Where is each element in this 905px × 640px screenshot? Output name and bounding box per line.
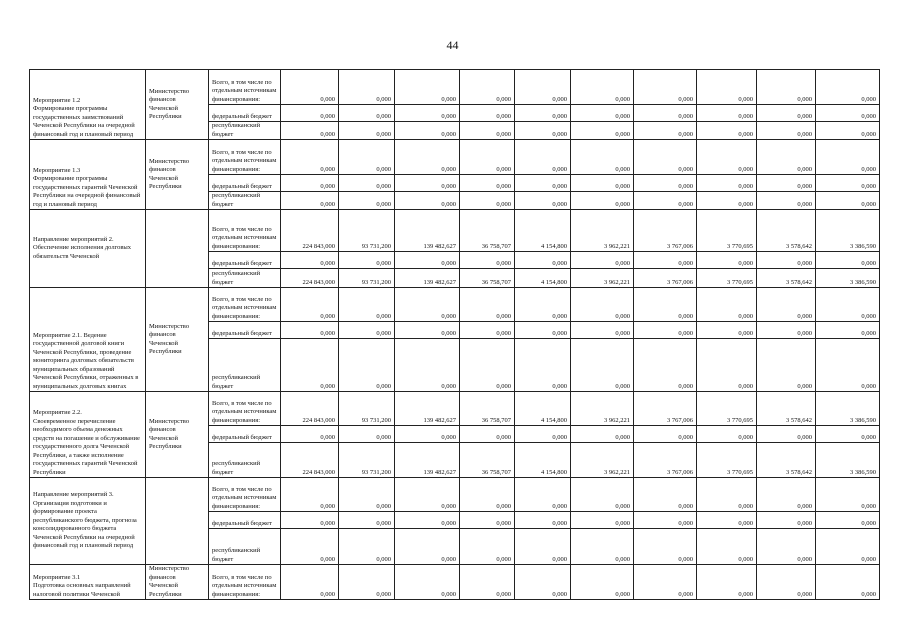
value-cell: 0,000 [515,478,571,512]
funding-source-cell: республиканский бюджет [209,269,281,288]
funding-source-cell: республиканский бюджет [209,192,281,210]
value-cell: 0,000 [816,288,880,322]
value-cell: 0,000 [816,478,880,512]
value-cell: 0,000 [460,322,515,339]
value-cell: 0,000 [634,140,697,175]
measure-cell: Мероприятие 2.1. Ведение государственной долговой книги Чеченской Республики, проведение мониторинга долговых обязательств муниципальных образований Чеченской Республики, отраженных в муниципальных долговых книгах [30,288,146,392]
value-cell: 0,000 [757,478,816,512]
value-cell: 0,000 [757,70,816,105]
value-cell: 0,000 [571,122,634,140]
value-cell: 0,000 [339,288,395,322]
value-cell: 0,000 [697,339,757,392]
value-cell: 0,000 [281,140,339,175]
table-row [30,392,880,426]
value-cell: 0,000 [281,529,339,565]
value-cell: 0,000 [515,288,571,322]
value-cell: 93 731,200 [339,392,395,426]
value-cell: 0,000 [697,105,757,122]
value-cell: 3 386,590 [816,443,880,478]
value-cell: 0,000 [697,426,757,443]
value-cell: 0,000 [697,322,757,339]
table-row [30,210,880,252]
value-cell: 0,000 [281,322,339,339]
value-cell: 3 962,221 [571,392,634,426]
value-cell: 3 386,590 [816,269,880,288]
value-cell: 0,000 [515,70,571,105]
funding-source-cell: Всего, в том числе по отдельным источникам финансирования: [209,288,281,322]
value-cell: 0,000 [395,529,460,565]
value-cell: 224 843,000 [281,443,339,478]
measure-cell: Мероприятие 3.1 Подготовка основных направлений налоговой политики Чеченской [30,565,146,600]
value-cell: 3 578,642 [757,269,816,288]
value-cell: 0,000 [571,426,634,443]
value-cell: 0,000 [816,252,880,269]
value-cell: 0,000 [281,122,339,140]
value-cell: 3 770,695 [697,269,757,288]
value-cell: 0,000 [757,339,816,392]
value-cell: 0,000 [571,529,634,565]
value-cell: 0,000 [460,512,515,529]
value-cell: 0,000 [339,140,395,175]
value-cell: 0,000 [281,175,339,192]
value-cell: 0,000 [395,288,460,322]
value-cell: 0,000 [339,105,395,122]
value-cell: 4 154,800 [515,392,571,426]
value-cell: 0,000 [460,529,515,565]
measure-cell: Мероприятие 2.2. Своевременное перечисление необходимого объема денежных средств на погашение и обслуживание государственного долга Чеченской Республики, а также исполнение государственных гарантий Чеченской Республики [30,392,146,478]
funding-source-cell: Всего, в том числе по отдельным источникам финансирования: [209,392,281,426]
value-cell: 0,000 [757,565,816,600]
value-cell: 3 767,006 [634,392,697,426]
value-cell: 36 758,707 [460,392,515,426]
value-cell: 224 843,000 [281,210,339,252]
value-cell: 0,000 [339,512,395,529]
value-cell: 93 731,200 [339,443,395,478]
value-cell: 0,000 [697,252,757,269]
value-cell: 4 154,800 [515,443,571,478]
measure-cell: Направление мероприятий 2. Обеспечение исполнения долговых обязательств Чеченской [30,210,146,288]
value-cell: 0,000 [460,426,515,443]
value-cell: 0,000 [460,288,515,322]
value-cell: 0,000 [816,512,880,529]
value-cell: 0,000 [339,70,395,105]
value-cell: 0,000 [634,175,697,192]
value-cell: 3 770,695 [697,210,757,252]
value-cell: 0,000 [281,426,339,443]
measure-cell: Направление мероприятий 3. Организация подготовки и формирование проекта республиканского бюджета, прогноза консолидированного бюджета Чеченской Республики на очередной финансовый год и плановый период [30,478,146,565]
value-cell: 0,000 [757,529,816,565]
budget-table [29,69,880,600]
value-cell: 0,000 [515,426,571,443]
value-cell: 0,000 [460,192,515,210]
value-cell: 3 770,695 [697,392,757,426]
measure-cell: Мероприятие 1.3 Формирование программы государственных гарантий Чеченской Республики на очередной финансовый год и плановый период [30,140,146,210]
funding-source-cell: федеральный бюджет [209,322,281,339]
value-cell: 3 386,590 [816,210,880,252]
value-cell: 0,000 [634,529,697,565]
value-cell: 3 578,642 [757,443,816,478]
value-cell: 0,000 [395,565,460,600]
value-cell: 0,000 [339,565,395,600]
value-cell: 0,000 [395,192,460,210]
value-cell: 0,000 [339,478,395,512]
responsible-cell [146,478,209,565]
value-cell: 0,000 [757,322,816,339]
value-cell: 0,000 [816,105,880,122]
value-cell: 0,000 [816,70,880,105]
value-cell: 4 154,800 [515,210,571,252]
value-cell: 0,000 [339,175,395,192]
value-cell: 3 386,590 [816,392,880,426]
value-cell: 0,000 [634,426,697,443]
funding-source-cell: федеральный бюджет [209,105,281,122]
value-cell: 0,000 [395,339,460,392]
value-cell: 0,000 [816,565,880,600]
value-cell: 0,000 [281,288,339,322]
value-cell: 0,000 [515,565,571,600]
value-cell: 3 767,006 [634,443,697,478]
value-cell: 3 962,221 [571,443,634,478]
value-cell: 0,000 [571,478,634,512]
value-cell: 0,000 [816,339,880,392]
value-cell: 0,000 [816,122,880,140]
value-cell: 0,000 [515,339,571,392]
value-cell: 0,000 [697,288,757,322]
funding-source-cell: Всего, в том числе по отдельным источникам финансирования: [209,565,281,600]
responsible-cell: Министерство финансов Чеченской Республики [146,140,209,210]
funding-source-cell: федеральный бюджет [209,252,281,269]
value-cell: 0,000 [697,512,757,529]
value-cell: 36 758,707 [460,443,515,478]
value-cell: 0,000 [395,322,460,339]
value-cell: 0,000 [281,512,339,529]
value-cell: 0,000 [634,192,697,210]
responsible-cell: Министерство финансов Чеченской Республики [146,565,209,600]
value-cell: 0,000 [515,175,571,192]
table-row [30,565,880,600]
value-cell: 0,000 [757,105,816,122]
value-cell: 93 731,200 [339,210,395,252]
value-cell: 0,000 [515,122,571,140]
page-number: 44 [446,38,459,52]
value-cell: 0,000 [757,512,816,529]
value-cell: 36 758,707 [460,210,515,252]
value-cell: 0,000 [571,322,634,339]
value-cell: 3 962,221 [571,210,634,252]
value-cell: 0,000 [460,140,515,175]
value-cell: 224 843,000 [281,392,339,426]
value-cell: 0,000 [697,565,757,600]
value-cell: 0,000 [697,192,757,210]
value-cell: 0,000 [816,322,880,339]
value-cell: 0,000 [571,192,634,210]
value-cell: 0,000 [571,175,634,192]
value-cell: 139 482,627 [395,269,460,288]
value-cell: 3 578,642 [757,392,816,426]
value-cell: 3 962,221 [571,269,634,288]
responsible-cell: Министерство финансов Чеченской Республики [146,392,209,478]
funding-source-cell: федеральный бюджет [209,426,281,443]
responsible-cell [146,210,209,288]
value-cell: 139 482,627 [395,210,460,252]
value-cell: 0,000 [281,478,339,512]
value-cell: 224 843,000 [281,269,339,288]
value-cell: 0,000 [634,512,697,529]
table-body [30,70,880,600]
value-cell: 0,000 [515,252,571,269]
value-cell: 0,000 [395,122,460,140]
responsible-cell: Министерство финансов Чеченской Республики [146,288,209,392]
value-cell: 0,000 [571,105,634,122]
value-cell: 0,000 [757,426,816,443]
value-cell: 0,000 [634,288,697,322]
value-cell: 139 482,627 [395,392,460,426]
value-cell: 0,000 [515,140,571,175]
value-cell: 3 767,006 [634,269,697,288]
value-cell: 93 731,200 [339,269,395,288]
value-cell: 0,000 [697,70,757,105]
value-cell: 0,000 [395,426,460,443]
value-cell: 0,000 [571,565,634,600]
value-cell: 0,000 [816,140,880,175]
funding-source-cell: Всего, в том числе по отдельным источникам финансирования: [209,140,281,175]
value-cell: 0,000 [634,322,697,339]
value-cell: 4 154,800 [515,269,571,288]
value-cell: 0,000 [460,175,515,192]
value-cell: 0,000 [281,70,339,105]
value-cell: 0,000 [571,512,634,529]
value-cell: 0,000 [757,288,816,322]
value-cell: 3 578,642 [757,210,816,252]
table-row [30,478,880,512]
value-cell: 0,000 [634,105,697,122]
value-cell: 0,000 [395,175,460,192]
value-cell: 0,000 [460,122,515,140]
value-cell: 0,000 [816,529,880,565]
value-cell: 0,000 [697,140,757,175]
value-cell: 0,000 [634,70,697,105]
value-cell: 0,000 [395,140,460,175]
funding-source-cell: федеральный бюджет [209,175,281,192]
value-cell: 0,000 [757,122,816,140]
funding-source-cell: республиканский бюджет [209,443,281,478]
value-cell: 0,000 [395,70,460,105]
value-cell: 0,000 [460,252,515,269]
value-cell: 139 482,627 [395,443,460,478]
value-cell: 0,000 [281,192,339,210]
value-cell: 0,000 [281,565,339,600]
value-cell: 3 767,006 [634,210,697,252]
table-row [30,140,880,175]
value-cell: 0,000 [757,252,816,269]
value-cell: 0,000 [339,122,395,140]
value-cell: 0,000 [634,252,697,269]
value-cell: 0,000 [634,478,697,512]
value-cell: 0,000 [339,426,395,443]
value-cell: 0,000 [816,426,880,443]
funding-source-cell: Всего, в том числе по отдельным источникам финансирования: [209,478,281,512]
value-cell: 0,000 [816,175,880,192]
value-cell: 0,000 [339,322,395,339]
value-cell: 0,000 [339,252,395,269]
value-cell: 0,000 [757,175,816,192]
value-cell: 0,000 [339,339,395,392]
value-cell: 0,000 [460,339,515,392]
value-cell: 0,000 [697,529,757,565]
value-cell: 0,000 [697,175,757,192]
funding-source-cell: республиканский бюджет [209,339,281,392]
value-cell: 0,000 [515,512,571,529]
funding-source-cell: Всего, в том числе по отдельным источникам финансирования: [209,70,281,105]
value-cell: 0,000 [460,565,515,600]
value-cell: 0,000 [395,105,460,122]
value-cell: 0,000 [515,192,571,210]
value-cell: 0,000 [515,105,571,122]
value-cell: 0,000 [757,140,816,175]
value-cell: 0,000 [634,565,697,600]
value-cell: 0,000 [571,70,634,105]
value-cell: 0,000 [460,478,515,512]
value-cell: 0,000 [395,478,460,512]
value-cell: 0,000 [571,252,634,269]
value-cell: 0,000 [395,252,460,269]
value-cell: 0,000 [460,105,515,122]
value-cell: 0,000 [634,122,697,140]
table-row [30,288,880,322]
responsible-cell: Министерство финансов Чеченской Республики [146,70,209,140]
value-cell: 0,000 [571,288,634,322]
measure-cell: Мероприятие 1.2 Формирование программы государственных заимствований Чеченской Республики на очередной финансовый год и плановый период [30,70,146,140]
value-cell: 0,000 [460,70,515,105]
value-cell: 0,000 [571,140,634,175]
funding-source-cell: республиканский бюджет [209,529,281,565]
value-cell: 0,000 [515,322,571,339]
funding-source-cell: федеральный бюджет [209,512,281,529]
value-cell: 0,000 [281,339,339,392]
funding-source-cell: Всего, в том числе по отдельным источникам финансирования: [209,210,281,252]
value-cell: 0,000 [697,122,757,140]
table-row [30,70,880,105]
value-cell: 0,000 [281,252,339,269]
value-cell: 0,000 [757,192,816,210]
value-cell: 0,000 [281,105,339,122]
value-cell: 0,000 [515,529,571,565]
value-cell: 0,000 [697,478,757,512]
value-cell: 0,000 [634,339,697,392]
value-cell: 0,000 [816,192,880,210]
value-cell: 0,000 [339,192,395,210]
funding-source-cell: республиканский бюджет [209,122,281,140]
value-cell: 36 758,707 [460,269,515,288]
value-cell: 0,000 [395,512,460,529]
value-cell: 3 770,695 [697,443,757,478]
value-cell: 0,000 [339,529,395,565]
value-cell: 0,000 [571,339,634,392]
